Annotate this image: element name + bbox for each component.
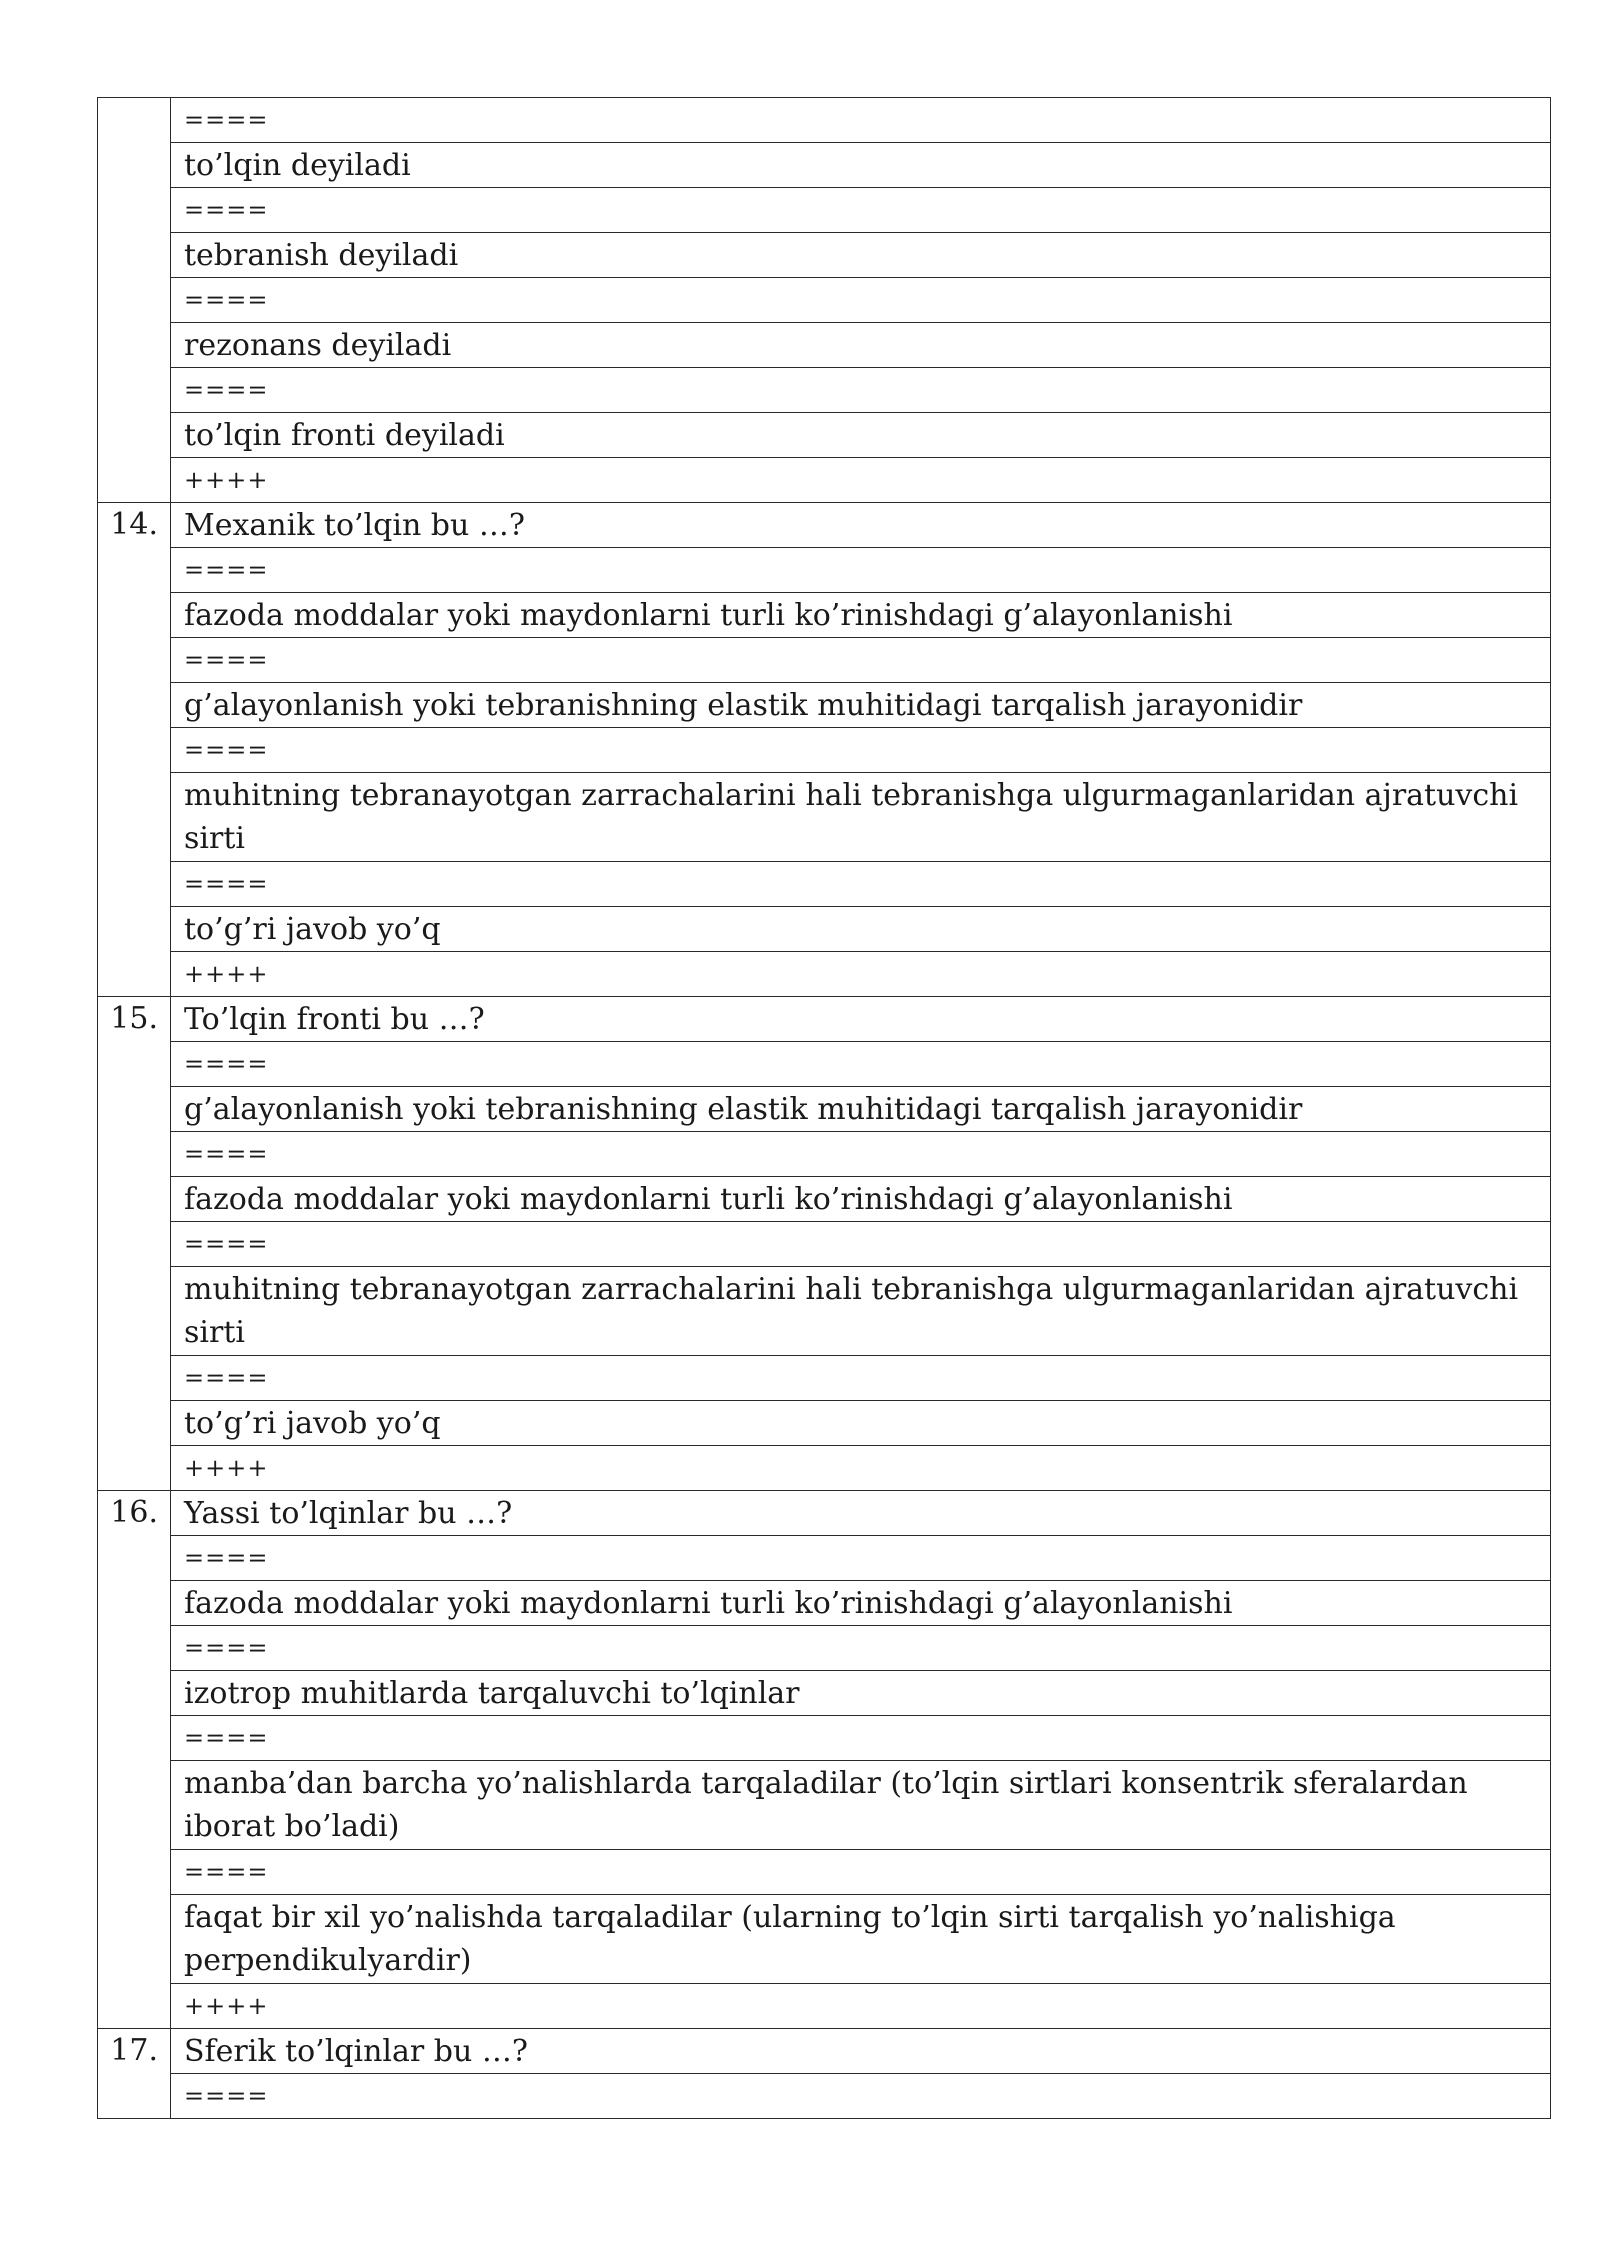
question-number: 15. [98, 997, 171, 1491]
separator-text: ==== [171, 1850, 1551, 1895]
separator-text: ==== [171, 1626, 1551, 1671]
separator-text: ==== [171, 2074, 1551, 2119]
answer-row [98, 323, 1551, 368]
answer-text: to’lqin deyiladi [171, 143, 1551, 188]
separator-text: ++++ [171, 1984, 1551, 2029]
separator-row [98, 278, 1551, 323]
question-number: 17. [98, 2029, 171, 2119]
separator-text: ==== [171, 368, 1551, 413]
answer-row [98, 1177, 1551, 1222]
answer-text: izotrop muhitlarda tarqaluvchi to’lqinlar [171, 1671, 1551, 1716]
quiz-table [97, 97, 1551, 2119]
answer-text: to’g’ri javob yo’q [171, 907, 1551, 952]
separator-row [98, 1042, 1551, 1087]
separator-text: ++++ [171, 1446, 1551, 1491]
answer-text: muhitning tebranayotgan zarrachalarini hali tebranishga ulgurmaganlaridan ajratuvchi sirti [171, 773, 1551, 862]
answer-row [98, 233, 1551, 278]
question-text: To’lqin fronti bu …? [171, 997, 1551, 1042]
separator-row [98, 1356, 1551, 1401]
separator-row [98, 188, 1551, 233]
separator-text: ++++ [171, 952, 1551, 997]
question-number [98, 98, 171, 503]
separator-text: ==== [171, 1132, 1551, 1177]
separator-text: ==== [171, 1356, 1551, 1401]
answer-row [98, 1671, 1551, 1716]
question-number: 16. [98, 1491, 171, 2029]
answer-text: faqat bir xil yo’nalishda tarqaladilar (ularning to’lqin sirti tarqalish yo’nalishiga perpendikulyardir) [171, 1895, 1551, 1984]
separator-row [98, 1850, 1551, 1895]
answer-text: g’alayonlanish yoki tebranishning elastik muhitidagi tarqalish jarayonidir [171, 683, 1551, 728]
answer-text: to’lqin fronti deyiladi [171, 413, 1551, 458]
answer-row [98, 1761, 1551, 1850]
separator-row [98, 548, 1551, 593]
answer-row [98, 773, 1551, 862]
separator-row [98, 2074, 1551, 2119]
answer-text: rezonans deyiladi [171, 323, 1551, 368]
answer-row [98, 413, 1551, 458]
answer-row [98, 143, 1551, 188]
separator-text: ==== [171, 862, 1551, 907]
answer-row [98, 1087, 1551, 1132]
answer-row [98, 1581, 1551, 1626]
separator-text: ++++ [171, 458, 1551, 503]
separator-row [98, 1446, 1551, 1491]
question-row [98, 2029, 1551, 2074]
separator-row [98, 1132, 1551, 1177]
separator-text: ==== [171, 1042, 1551, 1087]
separator-row [98, 368, 1551, 413]
question-number: 14. [98, 503, 171, 997]
separator-text: ==== [171, 278, 1551, 323]
separator-text: ==== [171, 638, 1551, 683]
separator-row [98, 728, 1551, 773]
answer-text: tebranish deyiladi [171, 233, 1551, 278]
separator-text: ==== [171, 98, 1551, 143]
separator-row [98, 862, 1551, 907]
separator-row [98, 1716, 1551, 1761]
separator-row [98, 638, 1551, 683]
separator-text: ==== [171, 188, 1551, 233]
separator-text: ==== [171, 1716, 1551, 1761]
question-row [98, 997, 1551, 1042]
answer-text: fazoda moddalar yoki maydonlarni turli ko’rinishdagi g’alayonlanishi [171, 593, 1551, 638]
answer-row [98, 683, 1551, 728]
answer-text: fazoda moddalar yoki maydonlarni turli ko’rinishdagi g’alayonlanishi [171, 1581, 1551, 1626]
question-row [98, 1491, 1551, 1536]
separator-row [98, 1984, 1551, 2029]
separator-row [98, 1536, 1551, 1581]
separator-row [98, 458, 1551, 503]
separator-row [98, 952, 1551, 997]
answer-text: to’g’ri javob yo’q [171, 1401, 1551, 1446]
answer-text: muhitning tebranayotgan zarrachalarini hali tebranishga ulgurmaganlaridan ajratuvchi sirti [171, 1267, 1551, 1356]
answer-row [98, 907, 1551, 952]
separator-text: ==== [171, 728, 1551, 773]
answer-text: manba’dan barcha yo’nalishlarda tarqaladilar (to’lqin sirtlari konsentrik sferalardan iborat bo’ladi) [171, 1761, 1551, 1850]
question-text: Mexanik to’lqin bu …? [171, 503, 1551, 548]
separator-row [98, 1626, 1551, 1671]
answer-row [98, 1401, 1551, 1446]
separator-text: ==== [171, 548, 1551, 593]
answer-text: g’alayonlanish yoki tebranishning elastik muhitidagi tarqalish jarayonidir [171, 1087, 1551, 1132]
answer-row [98, 593, 1551, 638]
answer-row [98, 1895, 1551, 1984]
quiz-body [98, 98, 1551, 2119]
separator-row [98, 1222, 1551, 1267]
separator-text: ==== [171, 1222, 1551, 1267]
question-row [98, 503, 1551, 548]
question-text: Sferik to’lqinlar bu …? [171, 2029, 1551, 2074]
answer-text: fazoda moddalar yoki maydonlarni turli ko’rinishdagi g’alayonlanishi [171, 1177, 1551, 1222]
separator-row [98, 98, 1551, 143]
question-text: Yassi to’lqinlar bu …? [171, 1491, 1551, 1536]
separator-text: ==== [171, 1536, 1551, 1581]
answer-row [98, 1267, 1551, 1356]
